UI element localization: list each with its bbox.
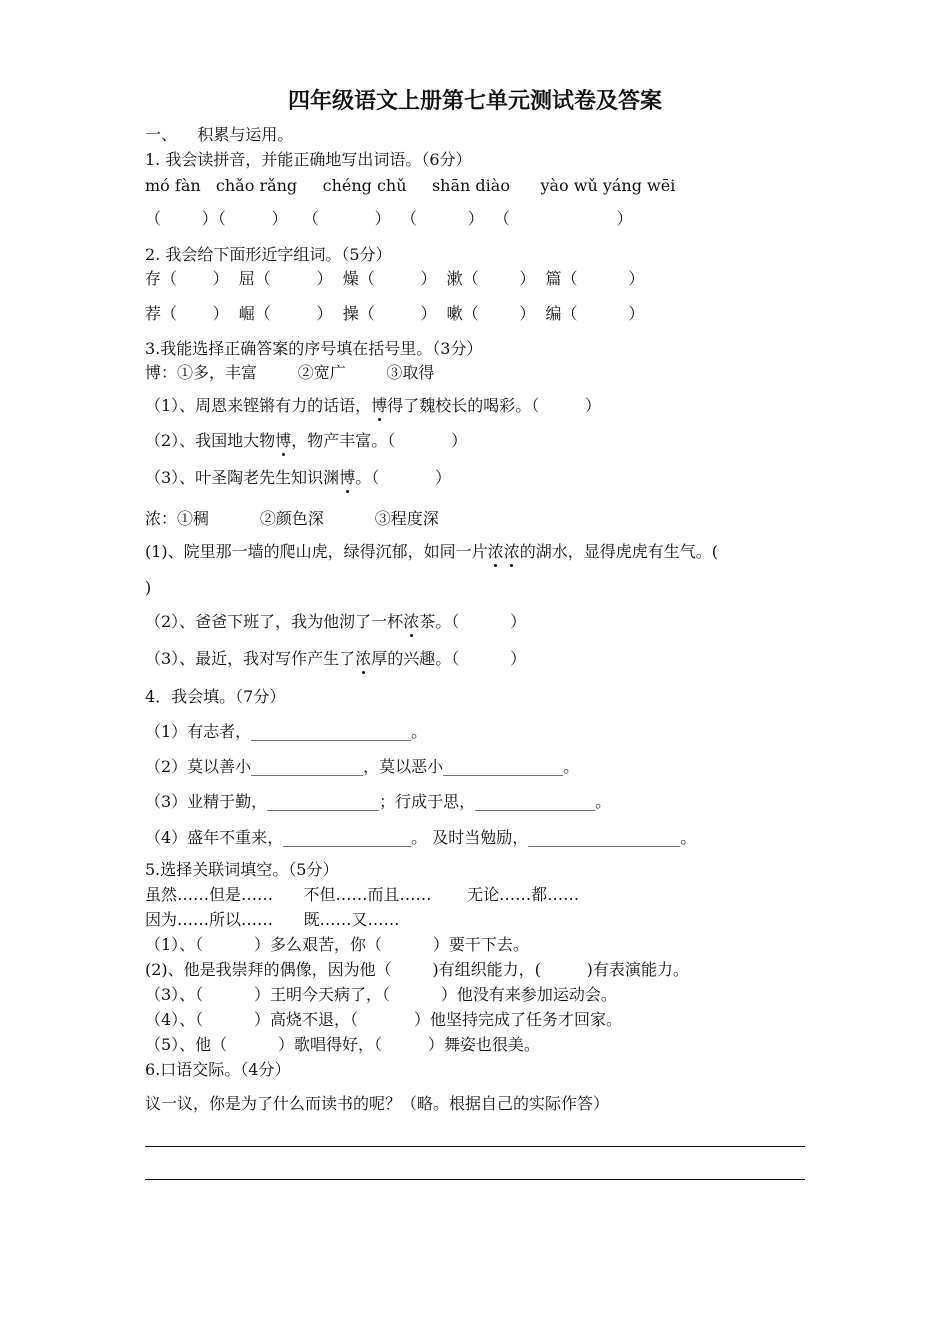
q5-options-1: 虽然……但是…… 不但……而且…… 无论……都…… <box>145 885 580 904</box>
q6-heading: 6.口语交际。（4分） <box>145 1060 291 1079</box>
q5-line-3: （3）、（ ）王明今天病了，（ ）他没有来参加运动会。 <box>145 985 617 1004</box>
q1-answer-brackets: （ ）（ ） （ ） （ ） （ ） <box>145 209 633 228</box>
q4-heading: 4．我会填。（7分） <box>145 687 286 706</box>
dotted-char: 浓 <box>403 612 420 631</box>
q4-line-3: （3）业精于勤，______________；行成于思，_______________。 <box>145 792 612 811</box>
q5-line-1: （1）、（ ）多么艰苦，你（ ）要干下去。 <box>145 935 529 954</box>
q3-nong-item-2: （2）、爸爸下班了，我为他沏了一杯浓茶。（ ） <box>145 612 527 631</box>
q3-nong-item-1-cont: ) <box>145 578 152 597</box>
q3-bo-definitions: 博：①多，丰富 ②宽广 ③取得 <box>145 363 435 382</box>
q5-line-5: （5）、他（ ）歌唱得好，（ ）舞姿也很美。 <box>145 1035 540 1054</box>
page-title: 四年级语文上册第七单元测试卷及答案 <box>287 89 662 114</box>
q4-line-4: （4）盛年不重来，________________。 及时当勉励，___________________。 <box>145 828 697 847</box>
dotted-char: 浓 <box>355 649 372 668</box>
answer-line <box>145 1146 805 1147</box>
dotted-char: 浓 <box>503 542 520 561</box>
dotted-char: 浓 <box>487 542 504 561</box>
answer-line <box>145 1179 805 1180</box>
q5-line-4: （4）、（ ）高烧不退，（ ）他坚持完成了任务才回家。 <box>145 1010 622 1029</box>
q3-bo-item-3: （3）、叶圣陶老先生知识渊博。（ ） <box>145 468 452 487</box>
dotted-char: 博 <box>371 396 388 415</box>
q5-line-2: (2)、他是我崇拜的偶像，因为他（ )有组织能力，( )有表演能力。 <box>145 960 689 979</box>
q3-bo-item-2: （2）、我国地大物博，物产丰富。（ ） <box>145 431 468 450</box>
q3-heading: 3.我能选择正确答案的序号填在括号里。（3分） <box>145 339 483 358</box>
q4-line-1: （1）有志者，____________________。 <box>145 722 428 741</box>
section-heading: 一、 积累与运用。 <box>145 125 294 144</box>
q3-nong-definitions: 浓：①稠 ②颜色深 ③程度深 <box>145 509 439 528</box>
q1-heading: 1. 我会读拼音，并能正确地写出词语。（6分） <box>145 150 472 169</box>
q4-line-2: （2）莫以善小______________，莫以恶小_______________。 <box>145 757 580 776</box>
dotted-char: 博 <box>339 468 356 487</box>
q1-pinyin: mó fàn chǎo rǎng chéng chǔ shān diào yào wǔ yáng wēi <box>145 176 676 195</box>
q3-nong-item-1: (1)、院里那一墙的爬山虎，绿得沉郁，如同一片浓浓的湖水，显得虎虎有生气。( <box>145 542 718 561</box>
dotted-char: 博 <box>275 431 292 450</box>
q6-prompt: 议一议，你是为了什么而读书的呢？（略。根据自己的实际作答） <box>145 1094 610 1113</box>
q3-bo-item-1: （1）、周恩来铿锵有力的话语，博得了魏校长的喝彩。（ ） <box>145 396 601 415</box>
q5-heading: 5.选择关联词填空。（5分） <box>145 860 339 879</box>
q3-nong-item-3: （3）、最近，我对写作产生了浓厚的兴趣。（ ） <box>145 649 527 668</box>
q2-heading: 2. 我会给下面形近字组词。（5分） <box>145 245 392 264</box>
q2-row-2: 荐（ ） 崛（ ） 操（ ） 嗽（ ） 编（ ） <box>145 304 645 323</box>
q2-row-1: 存（ ） 屈（ ） 燥（ ） 漱（ ） 篇（ ） <box>145 269 645 288</box>
q5-options-2: 因为……所以…… 既……又…… <box>145 910 400 929</box>
